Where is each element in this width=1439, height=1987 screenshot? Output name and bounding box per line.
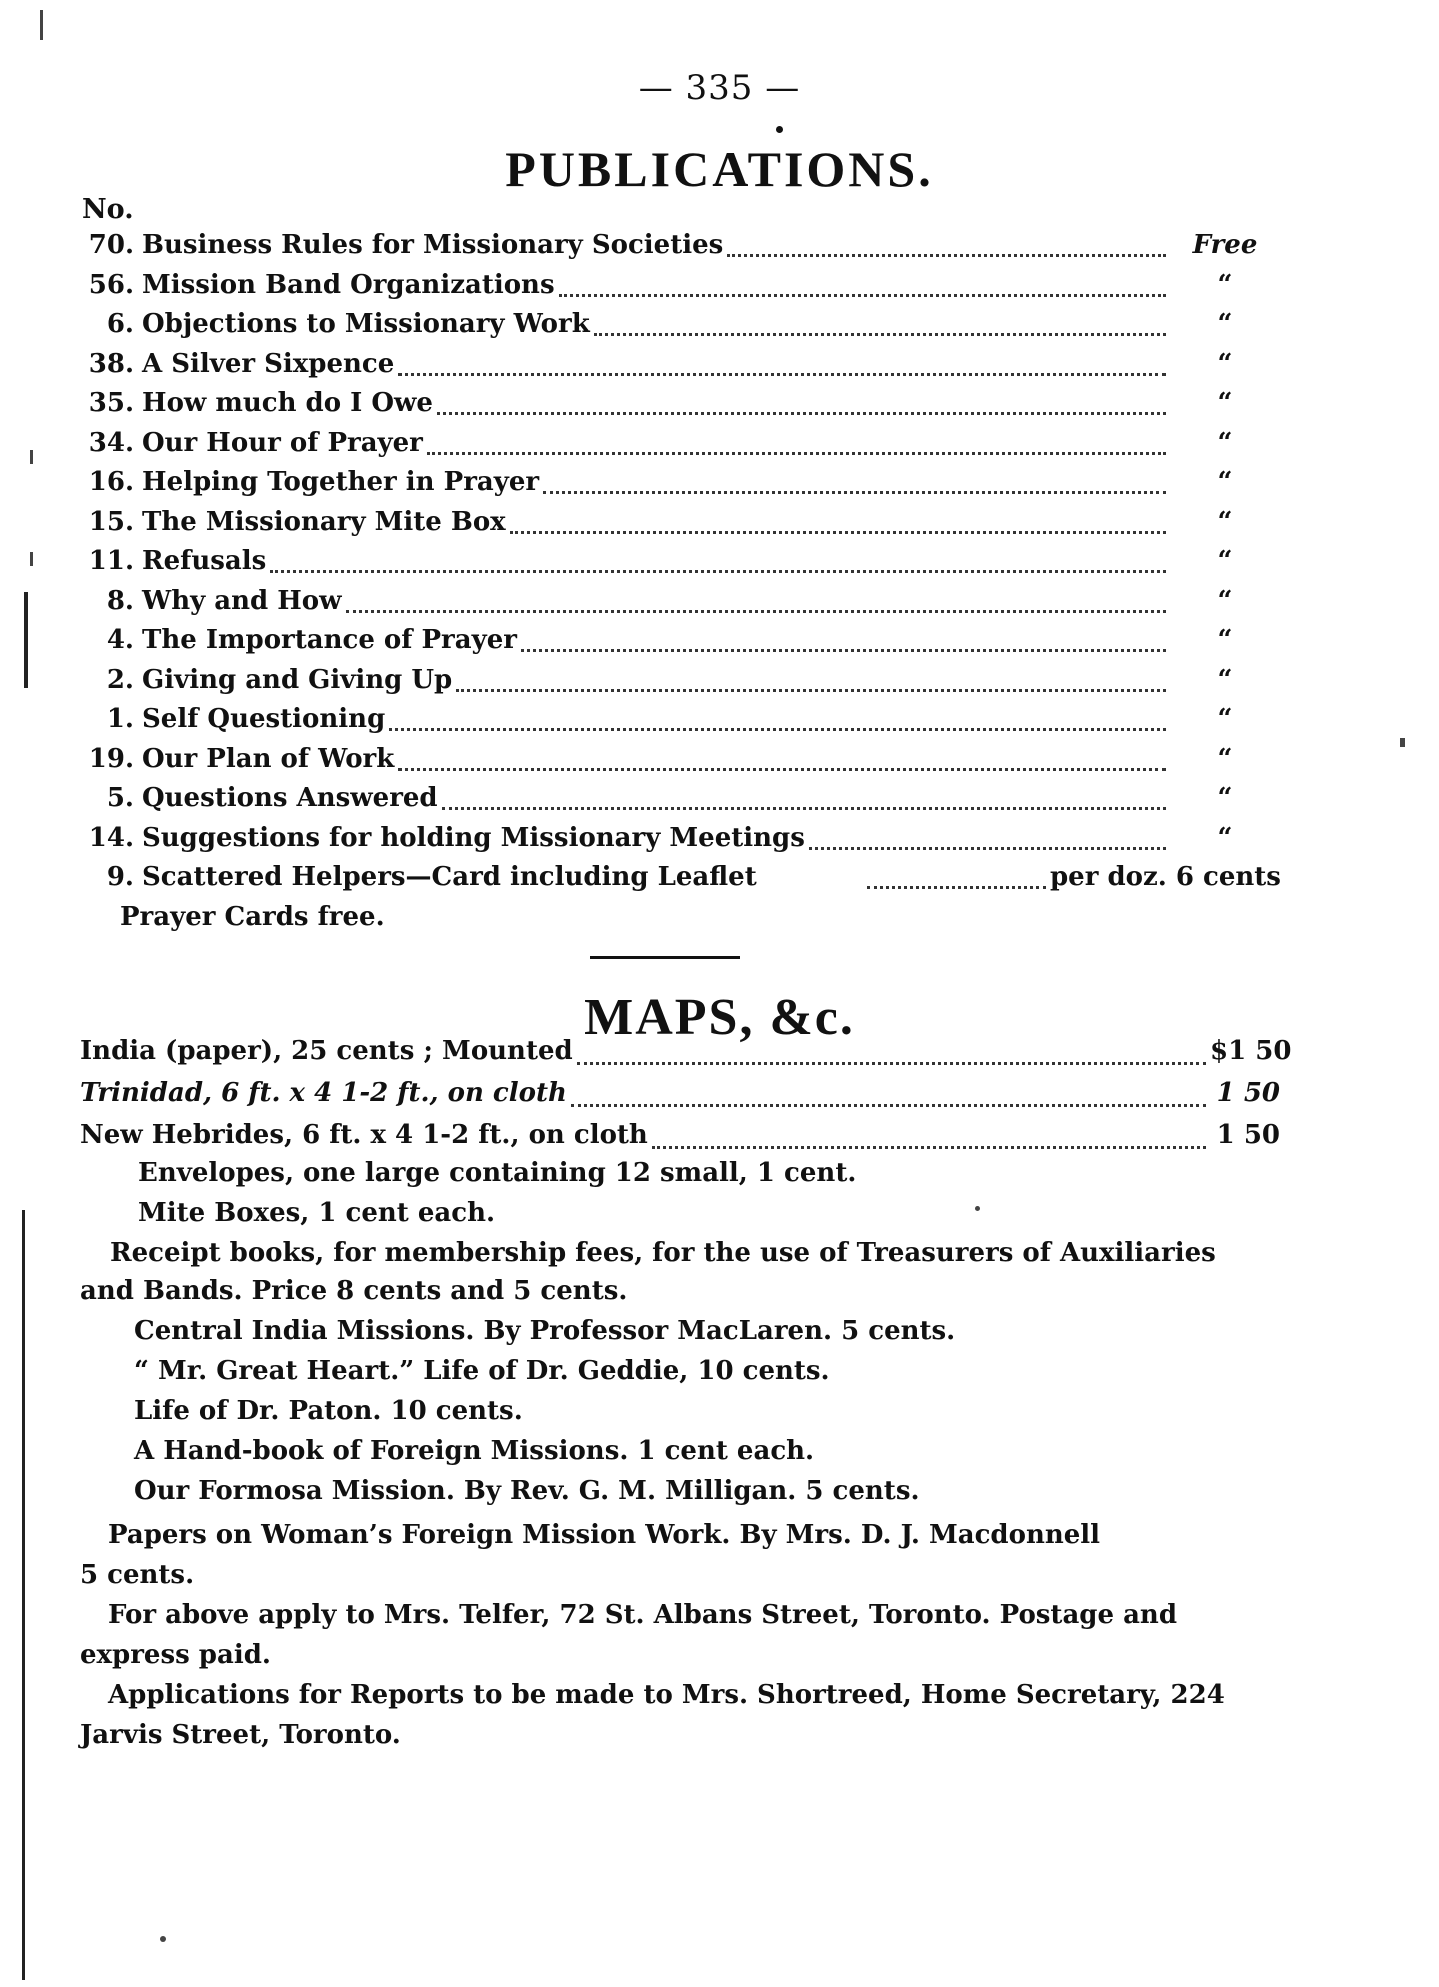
reports-note: Applications for Reports to be made to Mrs. Shortreed, Home Secretary, 224 [108,1680,1225,1710]
dot-leader [398,373,1166,376]
publication-number: 9. [106,862,134,892]
dot-leader [346,610,1166,613]
ditto-mark: “ [1217,585,1233,616]
ditto-mark: “ [1217,467,1233,497]
publication-title: Our Hour of Prayer [142,427,423,458]
scan-mark [1400,738,1405,747]
dot-leader [559,294,1166,297]
publication-number: 8. [106,585,134,616]
publication-title: Refusals [142,546,267,576]
publication-number: 38. [88,348,134,379]
publication-title: A Silver Sixpence [142,348,395,379]
dot-leader [510,531,1166,534]
ornament-dot [776,126,783,133]
publication-number: 1. [106,704,134,734]
publication-row [80,665,1280,705]
scan-mark [160,1936,166,1942]
publication-title: How much do I Owe [142,388,433,418]
publication-title: Helping Together in Prayer [142,467,540,497]
scan-mark [30,552,33,566]
publication-row [80,704,1280,744]
handbook-note: A Hand-book of Foreign Missions. 1 cent each. [134,1436,815,1466]
page-number: — 335 — [638,68,801,108]
ditto-mark: “ [1217,625,1233,655]
mite-boxes-note: Mite Boxes, 1 cent each. [138,1198,496,1228]
map-row [80,1120,1280,1162]
publication-title: Mission Band Organizations [142,269,555,300]
apply-note-cont: express paid. [80,1640,271,1670]
publications-list [80,230,1280,902]
publication-title: Why and How [142,585,342,616]
dot-leader [437,412,1166,415]
publication-row [80,507,1280,547]
publication-title: Giving and Giving Up [142,664,453,695]
dot-leader [571,1104,1206,1107]
publication-title: Suggestions for holding Missionary Meetings [142,822,805,853]
publication-title: Self Questioning [142,704,386,734]
map-row [80,1036,1292,1078]
dot-leader [270,570,1166,573]
dot-leader [456,689,1166,692]
dot-leader [809,847,1166,850]
ditto-mark: “ [1217,388,1233,418]
publication-number: 4. [106,625,134,655]
maps-title: MAPS, &c. [584,989,855,1046]
ditto-mark: “ [1217,664,1233,695]
paton-note: Life of Dr. Paton. 10 cents. [134,1396,523,1426]
publication-row [80,270,1280,310]
dot-leader [442,807,1166,810]
ditto-mark: “ [1217,704,1233,734]
publication-row [80,546,1280,586]
publication-row [80,783,1280,823]
apply-note: For above apply to Mrs. Telfer, 72 St. Albans Street, Toronto. Postage and [108,1600,1177,1630]
ditto-mark: “ [1217,743,1233,774]
publication-row [80,349,1280,389]
publication-title: The Importance of Prayer [142,625,517,655]
reports-note-cont: Jarvis Street, Toronto. [80,1720,401,1750]
publication-title: Questions Answered [142,783,438,813]
dot-leader [521,649,1166,652]
publication-row [80,586,1280,626]
publication-title: Our Plan of Work [142,743,395,774]
map-title: India (paper), 25 cents ; Mounted [80,1036,573,1066]
publication-price: per doz. 6 cents [1050,862,1281,892]
publication-title: The Missionary Mite Box [142,506,506,537]
publications-title: PUBLICATIONS. [505,141,934,197]
publication-number: 15. [88,506,134,537]
dot-leader [398,768,1166,771]
publication-number: 19. [88,743,134,774]
scan-mark [30,450,33,464]
publication-row [80,744,1280,784]
publication-row [80,467,1280,507]
map-price: 1 50 [1216,1120,1280,1150]
scan-margin-line [22,1210,25,1980]
papers-note-cont: 5 cents. [80,1560,195,1590]
scan-margin-line [24,592,28,688]
map-title: New Hebrides, 6 ft. x 4 1-2 ft., on cloth [80,1120,648,1150]
central-india-note: Central India Missions. By Professor MacLaren. 5 cents. [134,1316,956,1346]
publication-number: 35. [88,388,134,418]
publication-row [80,388,1280,428]
ditto-mark: “ [1217,546,1233,576]
publication-number: 14. [88,822,134,853]
dot-leader [427,452,1166,455]
dot-leader [594,333,1166,336]
prayer-cards-note: Prayer Cards free. [120,902,385,932]
publication-row [80,625,1280,665]
publication-number: 5. [106,783,134,813]
map-row [80,1078,1280,1120]
scan-mark [40,10,43,40]
publication-number: 34. [88,427,134,458]
great-heart-note: “ Mr. Great Heart.” Life of Dr. Geddie, 10 cents. [134,1356,830,1386]
publication-title: Scattered Helpers—Card including Leaflet [142,862,757,892]
dot-leader [577,1062,1206,1065]
ditto-mark: “ [1217,427,1233,458]
publication-price: Free [1192,230,1258,260]
ditto-mark: “ [1217,309,1233,339]
papers-note: Papers on Woman’s Foreign Mission Work. By Mrs. D. J. Macdonnell [108,1520,1101,1550]
publication-number: 2. [106,664,134,695]
dot-leader [543,491,1166,494]
publication-number: 16. [88,467,134,497]
receipt-books-note-cont: and Bands. Price 8 cents and 5 cents. [80,1276,628,1306]
maps-list [80,1036,1292,1162]
dot-leader [727,254,1166,257]
envelopes-note: Envelopes, one large containing 12 small, 1 cent. [138,1158,857,1188]
map-price: $1 50 [1210,1036,1292,1066]
ditto-mark: “ [1217,783,1233,813]
ditto-mark: “ [1217,822,1233,853]
map-title: Trinidad, 6 ft. x 4 1-2 ft., on cloth [80,1078,567,1108]
publication-row [80,428,1280,468]
publication-number: 11. [88,546,134,576]
dot-leader [867,886,1046,889]
publication-row [80,862,1280,902]
publication-title: Business Rules for Missionary Societies [142,230,724,260]
dot-leader [389,728,1166,731]
number-column-label: No. [82,194,134,225]
scan-mark [975,1206,980,1211]
formosa-note: Our Formosa Mission. By Rev. G. M. Milligan. 5 cents. [134,1476,920,1506]
receipt-books-note: Receipt books, for membership fees, for the use of Treasurers of Auxiliaries [110,1238,1216,1268]
ditto-mark: “ [1217,348,1233,379]
publication-row [80,230,1280,270]
dot-leader [652,1146,1206,1149]
publication-row [80,309,1280,349]
publication-row [80,823,1280,863]
map-price: 1 50 [1216,1078,1280,1108]
publication-number: 56. [88,269,134,300]
publication-title: Objections to Missionary Work [142,309,590,339]
ditto-mark: “ [1217,506,1233,537]
ditto-mark: “ [1217,269,1233,300]
section-divider [590,956,740,959]
publication-number: 6. [106,309,134,339]
publication-number: 70. [88,230,134,260]
